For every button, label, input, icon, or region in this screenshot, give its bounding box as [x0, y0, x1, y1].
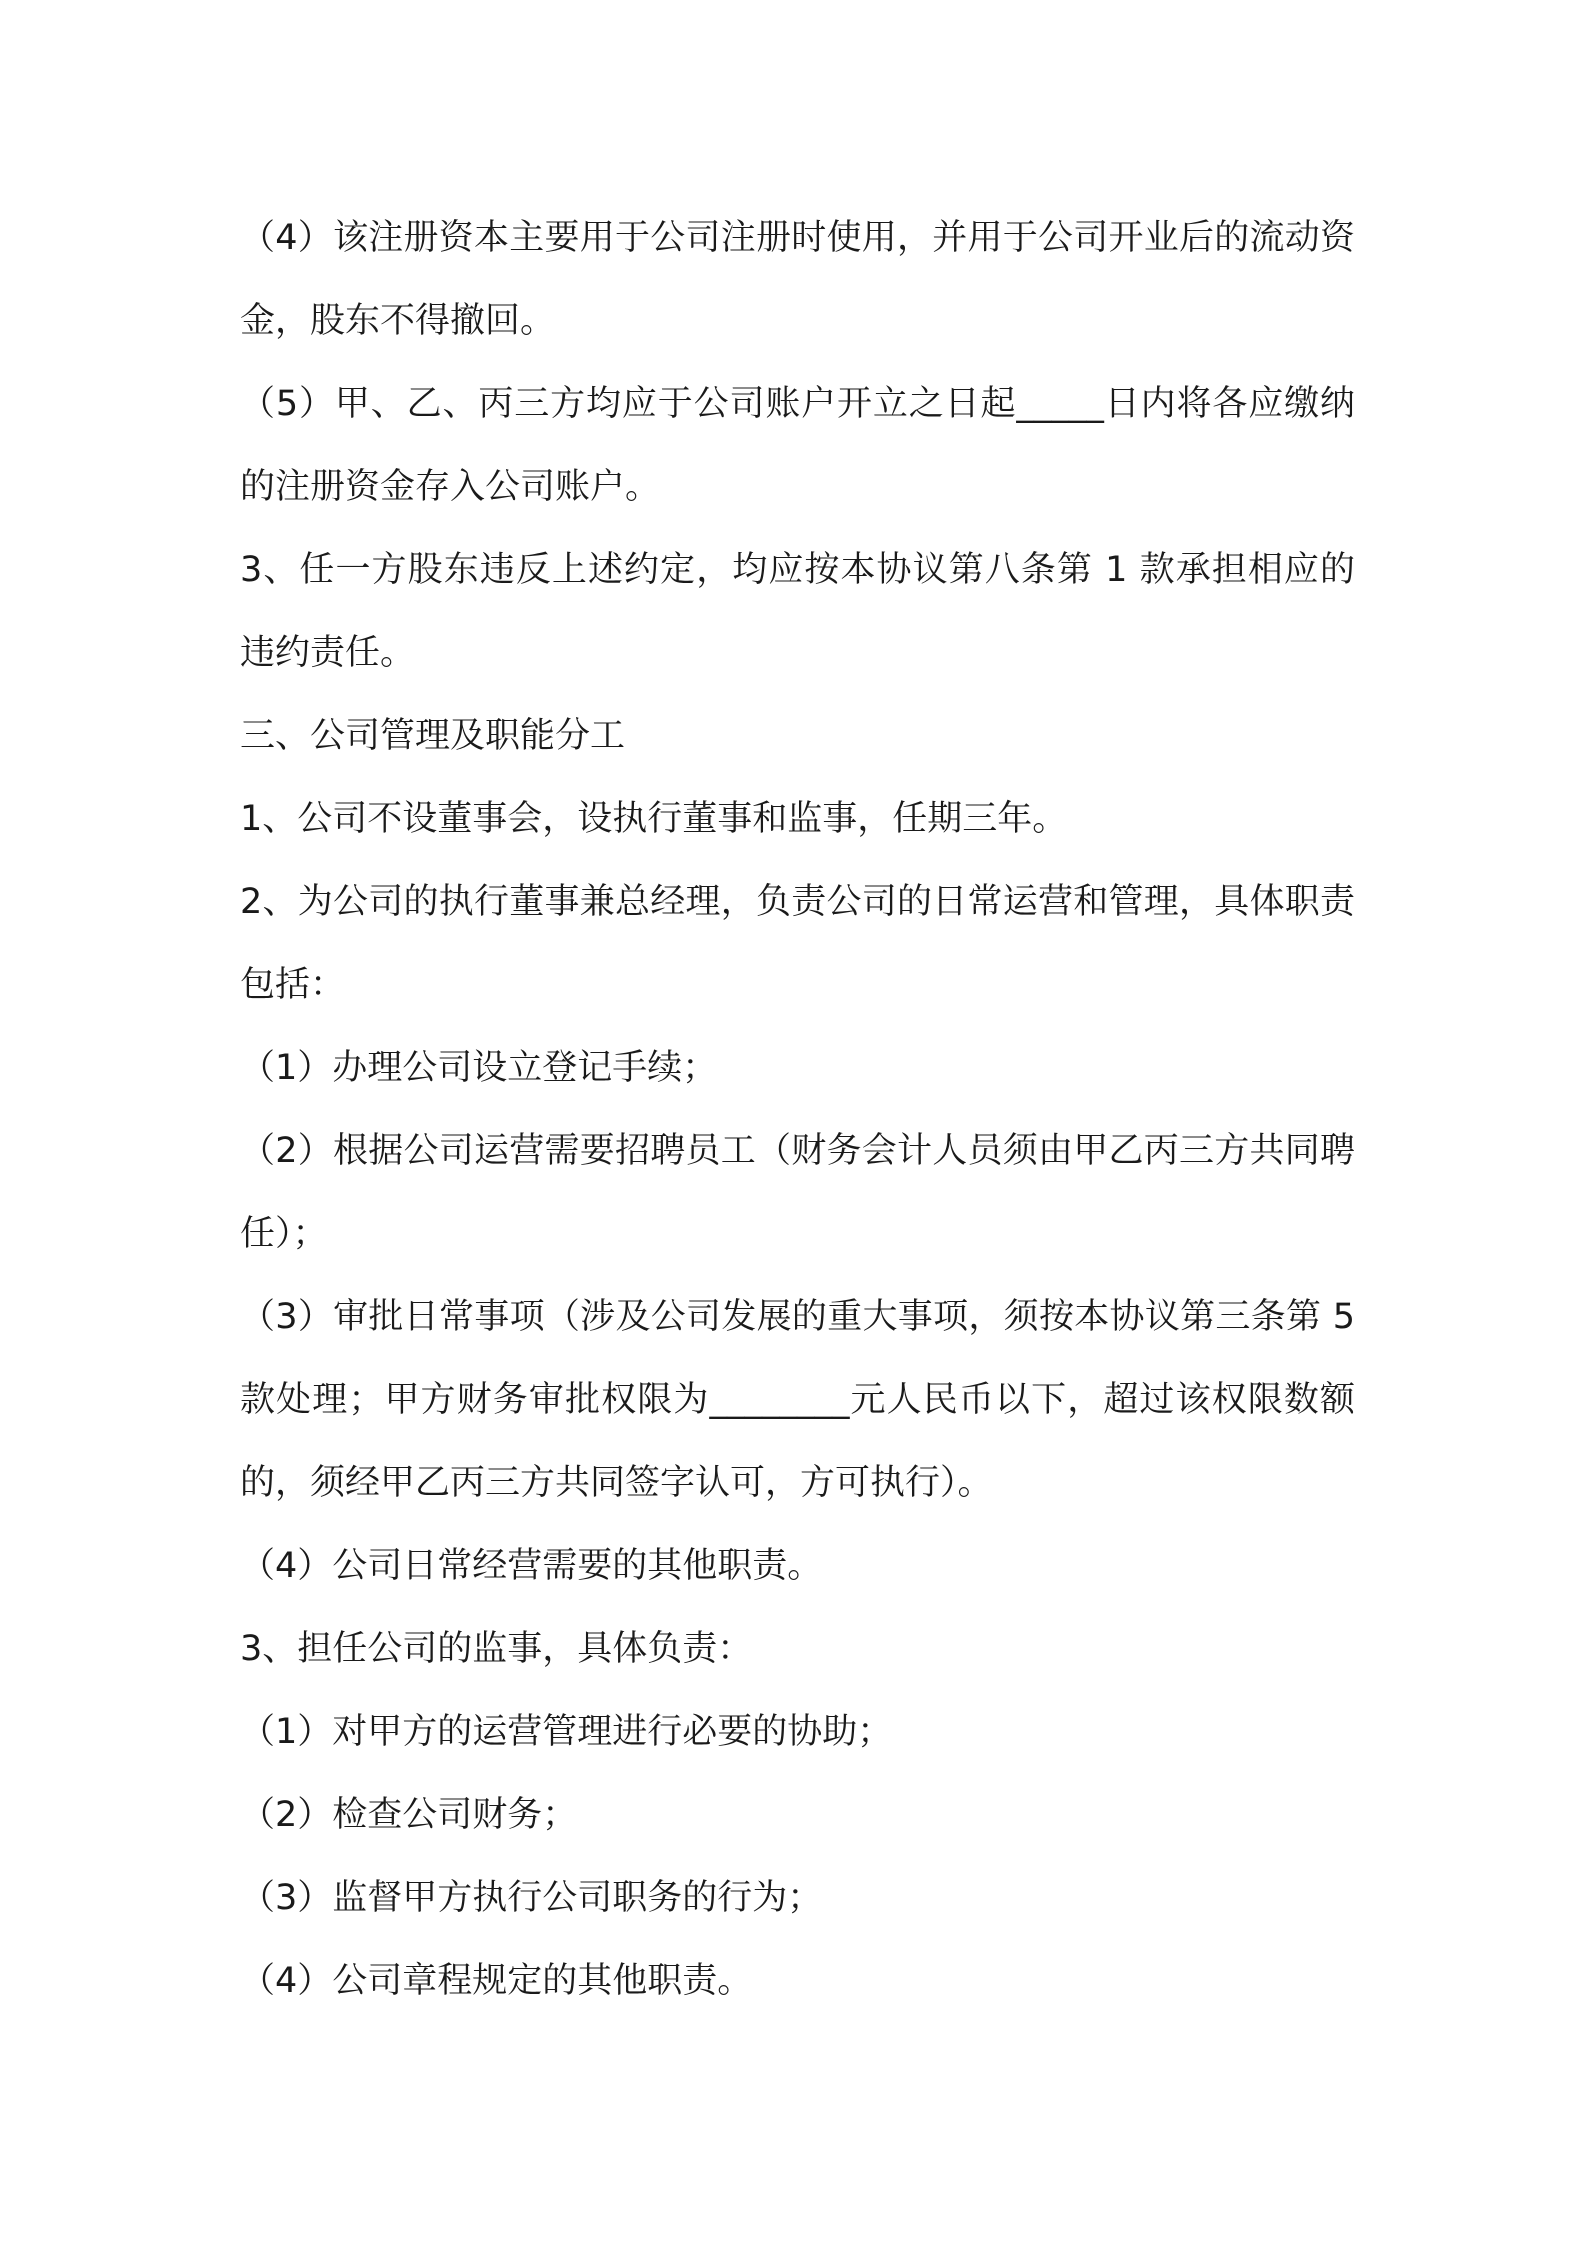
list-item-charter-duties: （4）公司章程规定的其他职责。 [240, 1961, 753, 2001]
list-item-registration: （1）办理公司设立登记手续； [240, 1048, 718, 1088]
paragraph-capital-usage: （4）该注册资本主要用于公司注册时使用，并用于公司开业后的流动资金，股东不得撤回。 [240, 218, 1355, 341]
paragraph-executive-director: 2、为公司的执行董事兼总经理，负责公司的日常运营和管理，具体职责包括： [240, 882, 1355, 1005]
paragraph-breach-liability: 3、任一方股东违反上述约定，均应按本协议第八条第 1 款承担相应的违约责任。 [240, 550, 1355, 673]
list-item-recruitment: （2）根据公司运营需要招聘员工（财务会计人员须由甲乙丙三方共同聘任）； [240, 1131, 1355, 1254]
list-item-approval: （3）审批日常事项（涉及公司发展的重大事项，须按本协议第三条第 5 款处理；甲方财务审批权限为________元人民币以下，超过该权限数额的，须经甲乙丙三方共同签字认可，方可执行）。 [240, 1297, 1355, 1503]
list-item-assist: （1）对甲方的运营管理进行必要的协助； [240, 1712, 893, 1752]
list-item-supervise: （3）监督甲方执行公司职务的行为； [240, 1878, 823, 1918]
list-item-finance-check: （2）检查公司财务； [240, 1795, 578, 1835]
list-item-other-duties: （4）公司日常经营需要的其他职责。 [240, 1546, 823, 1586]
paragraph-board-setup: 1、公司不设董事会，设执行董事和监事，任期三年。 [240, 799, 1068, 839]
document-body [240, 197, 1355, 2023]
section-heading-management: 三、公司管理及职能分工 [240, 716, 626, 756]
paragraph-capital-deposit: （5）甲、乙、丙三方均应于公司账户开立之日起_____日内将各应缴纳的注册资金存入公司账户。 [240, 384, 1355, 507]
paragraph-supervisor: 3、担任公司的监事，具体负责： [240, 1629, 753, 1669]
